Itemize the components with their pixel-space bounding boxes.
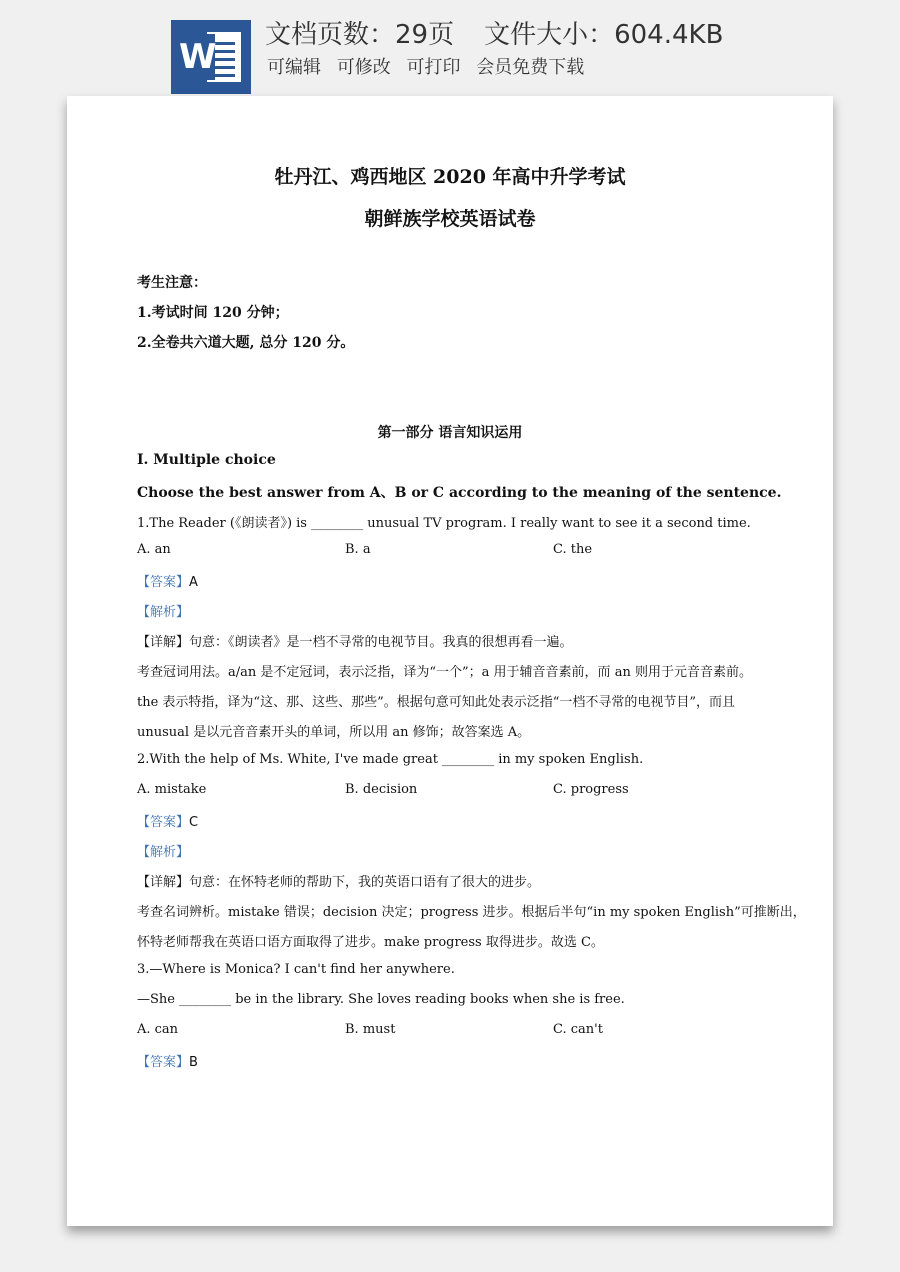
document-page [67, 96, 833, 1226]
question-2-explanation-line: 怀特老师帮我在英语口语方面取得了进步。make progress 取得进步。故选 C。 [137, 935, 604, 950]
notice-heading: 考生注意： [137, 275, 207, 291]
answer-label: 【答案】 [137, 815, 190, 830]
feature-editable: 可编辑 [267, 57, 321, 78]
question-2-stem: 2.With the help of Ms. White, I've made great ________ in my spoken English. [137, 752, 644, 767]
question-2-option-a: A. mistake [137, 782, 207, 797]
question-2-analysis [137, 841, 189, 860]
analysis-label: 【解析】 [137, 605, 190, 620]
question-3-option-b: B. must [345, 1022, 396, 1037]
question-2-option-b: B. decision [345, 782, 418, 797]
file-size: 文件大小：604.4KB [484, 20, 724, 50]
question-1-option-a: A. an [137, 542, 171, 557]
question-3-option-c: C. can't [553, 1022, 603, 1037]
answer-value: B [189, 1055, 198, 1070]
section-instruction: Choose the best answer from A、B or C according to the meaning of the sentence. [137, 485, 782, 501]
question-1-analysis [137, 601, 189, 620]
question-1-explanation-line: 考查冠词用法。a/an 是不定冠词，表示泛指，译为“一个”；a 用于辅音音素前，而 an 则用于元音音素前。 [137, 665, 752, 680]
word-document-icon: W [171, 20, 251, 94]
feature-printable: 可打印 [406, 57, 461, 78]
download-banner [0, 0, 900, 96]
question-1-stem: 1.The Reader (《朗读者》) is ________ unusual TV program. I really want to see it a second time. [137, 516, 751, 531]
notice-item-time: 1.考试时间 120 分钟； [137, 305, 289, 321]
answer-label: 【答案】 [137, 1055, 190, 1070]
question-2-explanation-line: 考查名词辨析。mistake 错误；decision 决定；progress 进步。根据后半句“in my spoken English”可推断出， [137, 905, 806, 920]
question-1-option-b: B. a [345, 542, 371, 557]
banner-title [265, 18, 753, 52]
question-2-answer [137, 811, 198, 830]
notice-item-score: 2.全卷共六道大题, 总分 120 分。 [137, 335, 355, 351]
feature-free-download: 会员免费下载 [476, 57, 585, 78]
feature-list [267, 56, 594, 80]
part-heading: 第一部分 语言知识运用 [377, 425, 523, 441]
question-3-option-a: A. can [137, 1022, 179, 1037]
question-3-stem-line: —She ________ be in the library. She loves reading books when she is free. [137, 992, 625, 1007]
section-title: I. Multiple choice [137, 452, 276, 468]
question-3-answer [137, 1051, 198, 1070]
analysis-label: 【解析】 [137, 845, 190, 860]
exam-title: 牡丹江、鸡西地区 2020 年高中升学考试 [274, 166, 626, 188]
detail-text: 句意：《朗读者》是一档不寻常的电视节目。我真的很想再看一遍。 [189, 635, 573, 650]
question-2-option-c: C. progress [553, 782, 629, 797]
question-1-answer [137, 571, 198, 590]
answer-label: 【答案】 [137, 575, 190, 590]
question-1-explanation-line: unusual 是以元音音素开头的单词，所以用 an 修饰；故答案选 A。 [137, 725, 531, 740]
exam-subtitle: 朝鲜族学校英语试卷 [364, 208, 536, 230]
question-2-detail [137, 871, 540, 890]
question-1-detail [137, 631, 573, 650]
detail-text: 句意：在怀特老师的帮助下，我的英语口语有了很大的进步。 [189, 875, 541, 890]
page-count: 文档页数：29页 [265, 20, 455, 50]
detail-label: 【详解】 [137, 875, 190, 890]
question-1-explanation-line: the 表示特指，译为“这、那、这些、那些”。根据句意可知此处表示泛指“一档不寻常的电视节目”，而且 [137, 695, 736, 710]
answer-value: A [189, 575, 198, 590]
feature-modifiable: 可修改 [336, 57, 391, 78]
detail-label: 【详解】 [137, 635, 190, 650]
question-3-stem-line: 3.—Where is Monica? I can't find her anywhere. [137, 962, 455, 977]
question-1-option-c: C. the [553, 542, 593, 557]
answer-value: C [189, 815, 199, 830]
